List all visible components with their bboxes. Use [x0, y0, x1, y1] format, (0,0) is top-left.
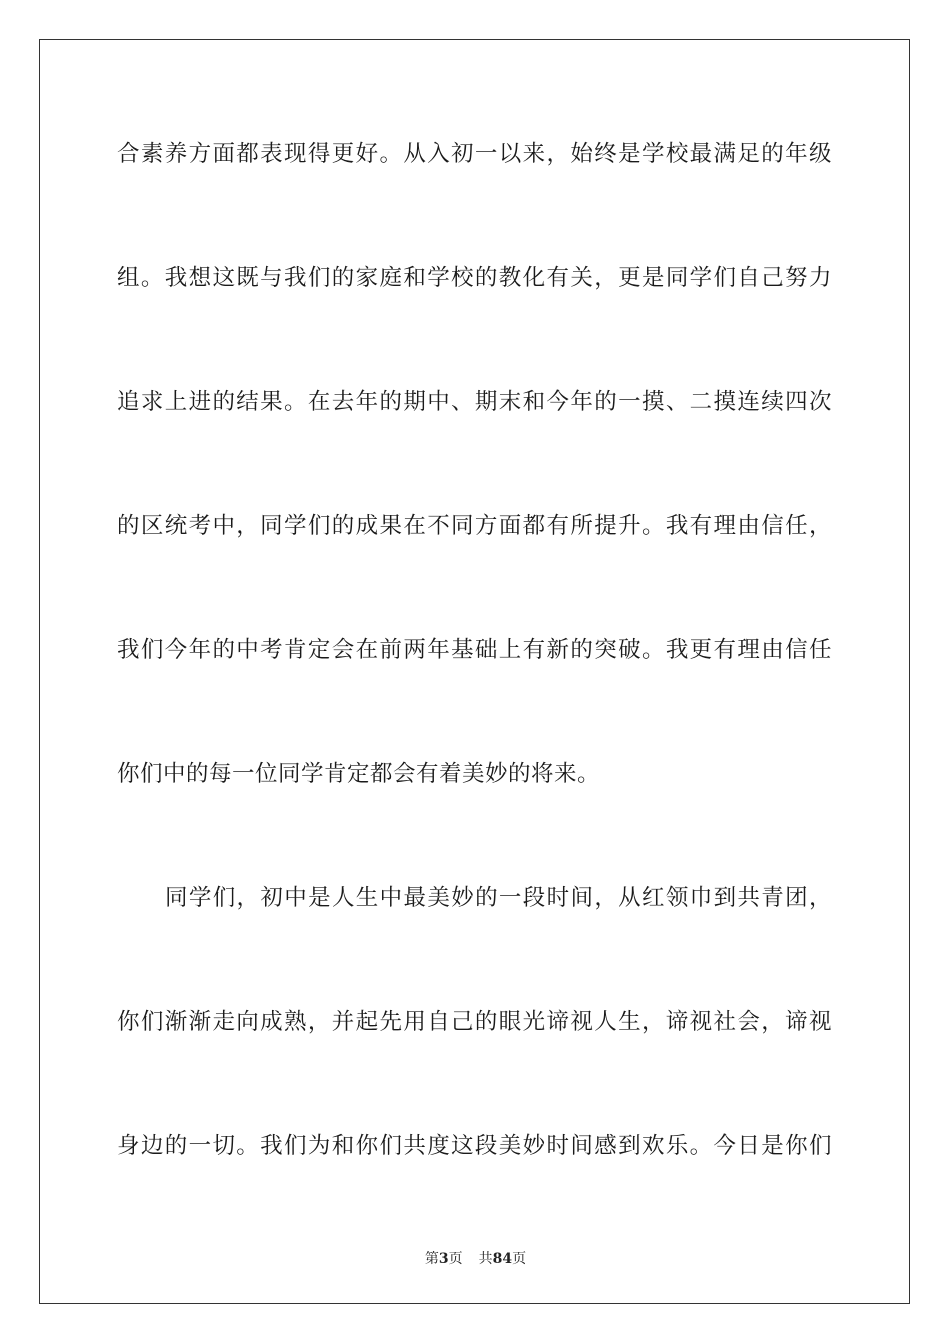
paragraph-first-line: 同学们，初中是人生中最美妙的一段时间，从红领巾到共青团，	[165, 885, 832, 911]
text-line: 追求上进的结果。在去年的期中、期末和今年的一摸、二摸连续四次	[117, 389, 832, 415]
page-number-suffix: 页	[448, 1251, 463, 1267]
page-footer	[40, 1248, 911, 1268]
text-line: 身边的一切。我们为和你们共度这段美妙时间感到欢乐。今日是你们	[117, 1133, 832, 1159]
text-line: 你们中的每一位同学肯定都会有着美妙的将来。	[117, 761, 601, 787]
text-line: 合素养方面都表现得更好。从入初一以来，始终是学校最满足的年级	[117, 141, 832, 167]
total-pages-prefix: 共	[478, 1251, 493, 1267]
text-line: 我们今年的中考肯定会在前两年基础上有新的突破。我更有理由信任	[117, 637, 832, 663]
total-pages-suffix: 页	[512, 1251, 527, 1267]
total-pages: 84	[492, 1251, 513, 1267]
page-number: 3	[438, 1251, 449, 1267]
text-line: 你们渐渐走向成熟，并起先用自己的眼光谛视人生，谛视社会，谛视	[117, 1009, 832, 1035]
page-number-prefix: 第	[424, 1251, 439, 1267]
page-frame	[39, 39, 910, 1304]
text-line: 的区统考中，同学们的成果在不同方面都有所提升。我有理由信任，	[117, 513, 832, 539]
text-line: 组。我想这既与我们的家庭和学校的教化有关，更是同学们自己努力	[117, 265, 832, 291]
